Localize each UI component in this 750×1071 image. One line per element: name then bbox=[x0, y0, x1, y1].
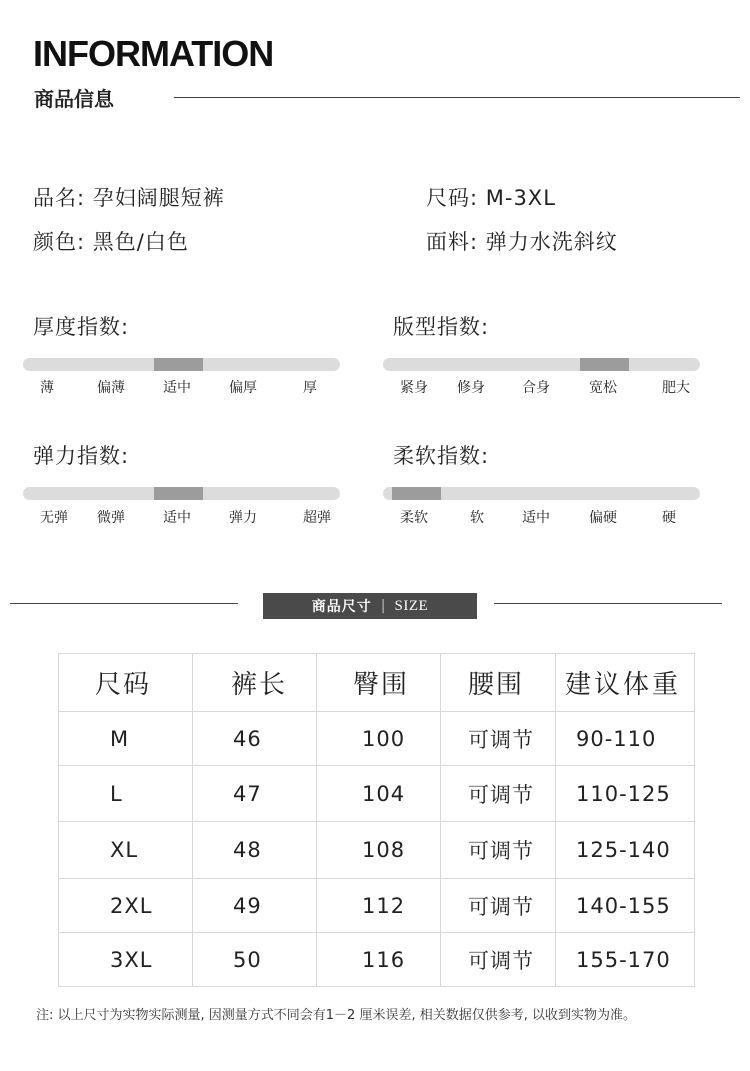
size-section-label-en: SIZE bbox=[394, 597, 429, 614]
softness-index-title: 柔软指数: bbox=[393, 444, 490, 468]
softness-level: 硬 bbox=[662, 510, 676, 526]
size-section-banner bbox=[263, 593, 477, 619]
header-divider bbox=[174, 97, 740, 98]
fit-level: 合身 bbox=[522, 380, 550, 396]
waist-cell: 可调节 bbox=[441, 822, 556, 879]
size-table-header-row bbox=[59, 654, 695, 712]
thickness-level: 厚 bbox=[303, 380, 317, 396]
softness-index-track bbox=[383, 487, 700, 500]
product-color: 颜色: 黑色/白色 bbox=[33, 230, 189, 254]
hip-cell: 112 bbox=[317, 879, 441, 933]
waist-cell: 可调节 bbox=[441, 766, 556, 822]
product-size-range: 尺码: M-3XL bbox=[426, 186, 556, 210]
elasticity-level: 无弹 bbox=[40, 510, 68, 526]
size-cell: M bbox=[59, 712, 193, 766]
thickness-level: 偏厚 bbox=[229, 380, 257, 396]
size-cell: XL bbox=[59, 822, 193, 879]
size-table-header: 裤长 bbox=[193, 654, 317, 712]
hip-cell: 104 bbox=[317, 766, 441, 822]
softness-index-levels bbox=[0, 509, 750, 529]
fit-level: 肥大 bbox=[662, 380, 690, 396]
thickness-index-track bbox=[23, 358, 340, 371]
waist-cell: 可调节 bbox=[441, 933, 556, 987]
hip-cell: 116 bbox=[317, 933, 441, 987]
elasticity-index-track bbox=[23, 487, 340, 500]
fit-index-levels bbox=[0, 379, 750, 399]
table-row bbox=[59, 712, 695, 766]
table-row bbox=[59, 879, 695, 933]
size-section-separator: | bbox=[380, 598, 386, 614]
weight-cell: 140-155 bbox=[556, 879, 695, 933]
waist-cell: 可调节 bbox=[441, 712, 556, 766]
thickness-level: 适中 bbox=[163, 380, 191, 396]
elasticity-index-indicator bbox=[154, 487, 203, 500]
waist-cell: 可调节 bbox=[441, 879, 556, 933]
size-table-header: 尺码 bbox=[59, 654, 193, 712]
size-table-header: 腰围 bbox=[441, 654, 556, 712]
elasticity-level: 超弹 bbox=[303, 510, 331, 526]
fit-level: 宽松 bbox=[589, 380, 617, 396]
page-title: INFORMATION bbox=[33, 33, 274, 74]
weight-cell: 90-110 bbox=[556, 712, 695, 766]
elasticity-level: 微弹 bbox=[97, 510, 125, 526]
weight-cell: 110-125 bbox=[556, 766, 695, 822]
softness-level: 适中 bbox=[522, 510, 550, 526]
fit-index-indicator bbox=[580, 358, 629, 371]
length-cell: 46 bbox=[193, 712, 317, 766]
length-cell: 47 bbox=[193, 766, 317, 822]
size-cell: L bbox=[59, 766, 193, 822]
thickness-index-title: 厚度指数: bbox=[33, 315, 130, 339]
table-row bbox=[59, 933, 695, 987]
size-section-label: 商品尺寸 bbox=[311, 599, 372, 615]
softness-level: 柔软 bbox=[400, 510, 428, 526]
thickness-level: 偏薄 bbox=[97, 380, 125, 396]
fit-index-title: 版型指数: bbox=[393, 315, 490, 339]
size-divider-right bbox=[494, 603, 722, 604]
product-fabric: 面料: 弹力水洗斜纹 bbox=[426, 230, 618, 254]
table-row bbox=[59, 822, 695, 879]
size-cell: 2XL bbox=[59, 879, 193, 933]
elasticity-level: 适中 bbox=[163, 510, 191, 526]
thickness-index-indicator bbox=[154, 358, 203, 371]
length-cell: 49 bbox=[193, 879, 317, 933]
length-cell: 48 bbox=[193, 822, 317, 879]
product-name: 品名: 孕妇阔腿短裤 bbox=[33, 186, 225, 210]
length-cell: 50 bbox=[193, 933, 317, 987]
page-subtitle: 商品信息 bbox=[34, 87, 114, 111]
table-row bbox=[59, 766, 695, 822]
elasticity-index-title: 弹力指数: bbox=[33, 444, 130, 468]
fit-level: 修身 bbox=[457, 380, 485, 396]
weight-cell: 155-170 bbox=[556, 933, 695, 987]
weight-cell: 125-140 bbox=[556, 822, 695, 879]
size-divider-left bbox=[10, 603, 238, 604]
softness-index-indicator bbox=[392, 487, 441, 500]
size-cell: 3XL bbox=[59, 933, 193, 987]
fit-level: 紧身 bbox=[400, 380, 428, 396]
measurement-note: 注: 以上尺寸为实物实际测量, 因测量方式不同会有1－2 厘米误差, 相关数据仅供参考, 以收到实物为准。 bbox=[36, 1008, 636, 1023]
hip-cell: 100 bbox=[317, 712, 441, 766]
size-table-header: 臀围 bbox=[317, 654, 441, 712]
fit-index-track bbox=[383, 358, 700, 371]
softness-level: 软 bbox=[470, 510, 484, 526]
hip-cell: 108 bbox=[317, 822, 441, 879]
elasticity-level: 弹力 bbox=[229, 510, 257, 526]
size-table-header: 建议体重 bbox=[556, 654, 695, 712]
size-table bbox=[58, 653, 695, 987]
softness-level: 偏硬 bbox=[589, 510, 617, 526]
thickness-level: 薄 bbox=[40, 380, 54, 396]
